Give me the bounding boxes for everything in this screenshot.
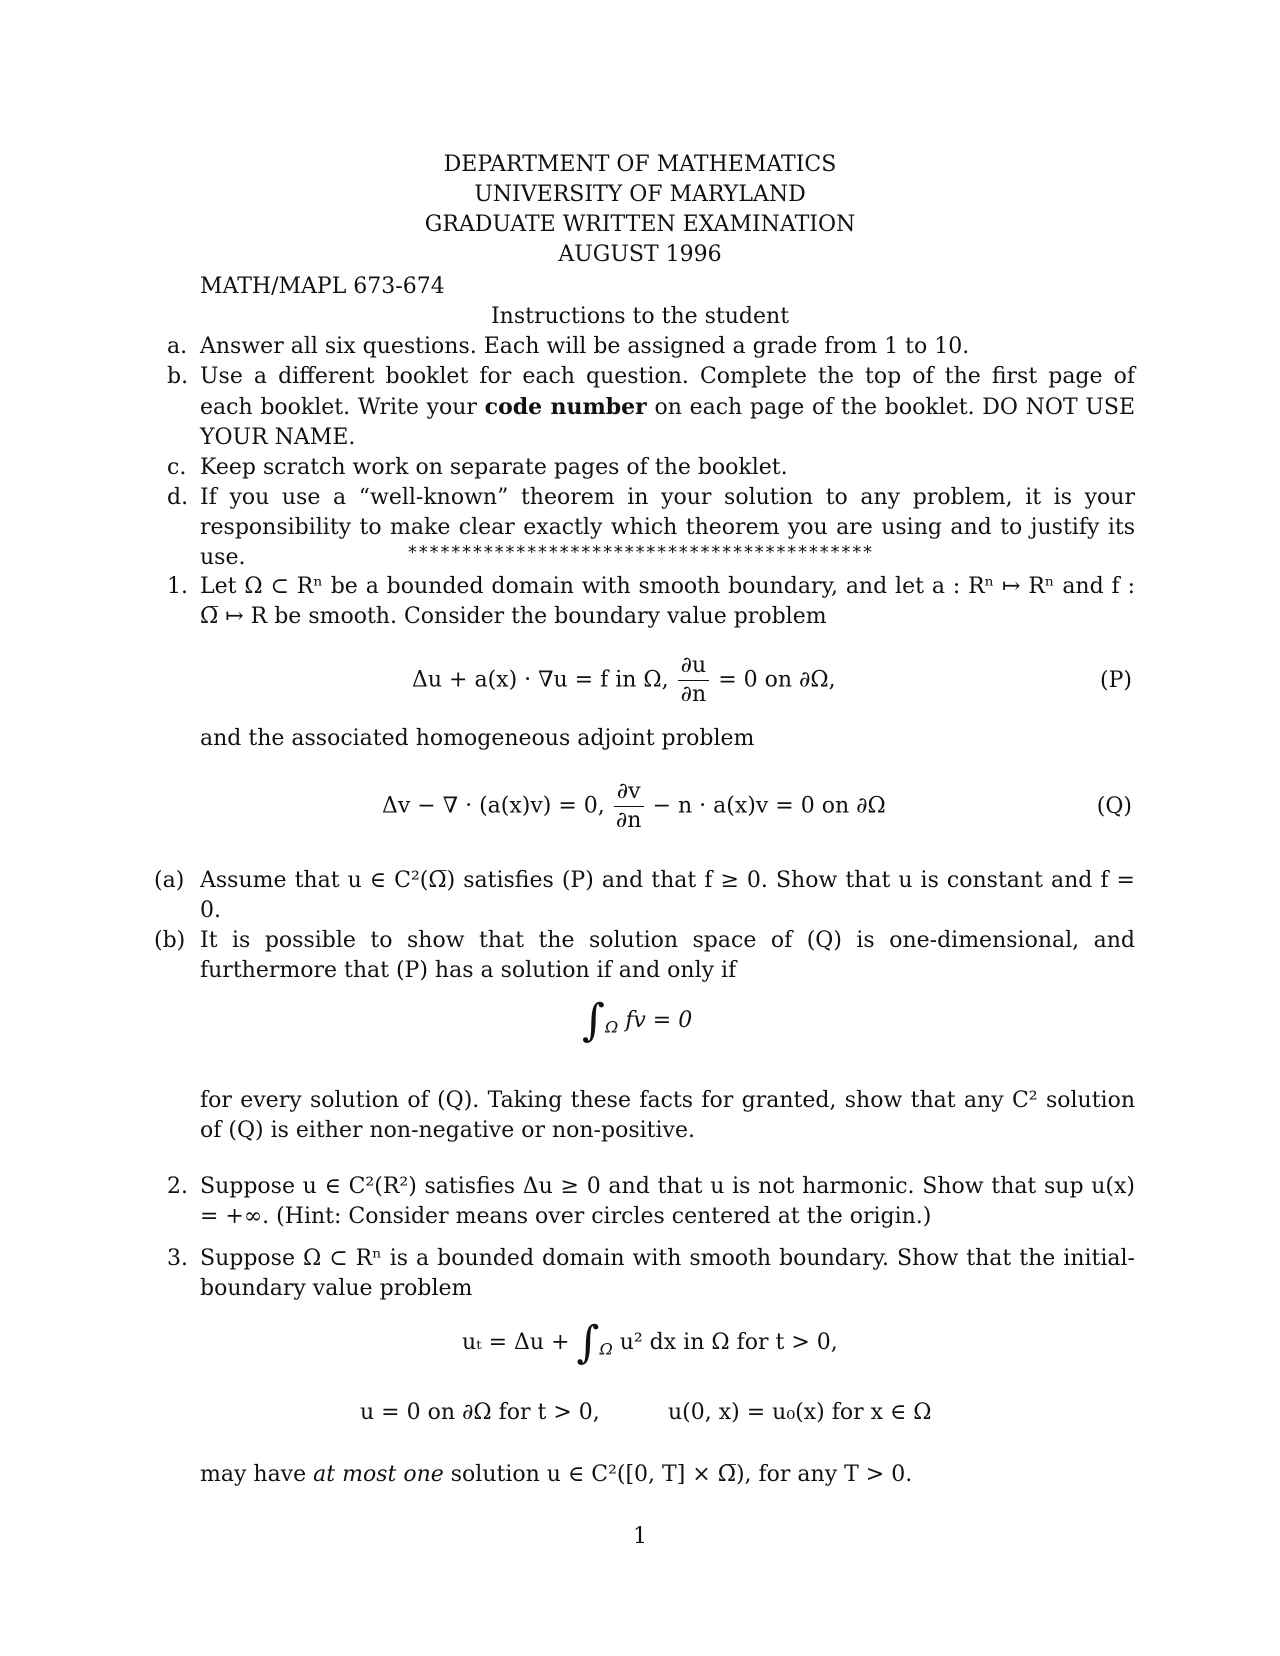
- part-text: It is possible to show that the solution space of (Q) is one-dimensional, and furthermore that (P) has a solution if and only if: [200, 928, 1135, 983]
- boundary-condition: u = 0 on ∂Ω for t > 0,: [360, 1400, 600, 1425]
- conclusion-text: may have: [200, 1462, 307, 1487]
- fraction-denominator: ∂n: [615, 808, 642, 833]
- part-label: (b): [154, 928, 186, 953]
- integral-sign: ∫: [576, 1317, 600, 1368]
- part-text: Assume that u ∈ C²(Ω̅) satisfies (P) and that f ≥ 0. Show that u is constant and f = 0.: [200, 868, 1135, 923]
- university-line: UNIVERSITY OF MARYLAND: [474, 182, 806, 207]
- equation-left: Δv − ∇ · (a(x)v) = 0,: [382, 793, 605, 819]
- boundary-conditions: [0, 1398, 1280, 1432]
- part-label: (a): [154, 868, 185, 893]
- pde-equation: [0, 1317, 1280, 1382]
- conclusion-text: solution u ∈ C²([0, T] × Ω̅), for any T > 0.: [450, 1462, 913, 1487]
- problem-1: [167, 572, 1135, 632]
- integral-condition: [0, 995, 1280, 1066]
- instruction-text: If you use a “well-known” theorem in your solution to any problem, it is your responsibility to make clear exactly which theorem you are using and to justify its use.: [200, 485, 1135, 570]
- equation-left: Δu + a(x) · ∇u = f in Ω,: [412, 667, 669, 693]
- instructions-title: Instructions to the student: [490, 304, 790, 329]
- department-line: DEPARTMENT OF MATHEMATICS: [443, 152, 837, 177]
- exam-date-line: AUGUST 1996: [558, 242, 722, 267]
- instruction-bold-text: code number: [484, 394, 647, 420]
- instruction-label: d.: [167, 485, 189, 510]
- instruction-text: Answer all six questions. Each will be assigned a grade from 1 to 10.: [200, 334, 970, 359]
- problem-1-part-a: [154, 866, 1135, 926]
- fraction: [678, 652, 710, 709]
- instruction-text: Keep scratch work on separate pages of the booklet.: [200, 455, 788, 480]
- separator-line: *******************************************: [407, 542, 873, 563]
- equation-right: u² dx in Ω for t > 0,: [619, 1330, 838, 1355]
- integral-domain: Ω: [604, 1017, 619, 1037]
- instruction-label: a.: [167, 334, 188, 359]
- integral-sign: ∫: [582, 995, 605, 1046]
- problem-number: 2.: [167, 1174, 188, 1199]
- fraction-numerator: ∂v: [614, 778, 644, 807]
- instruction-label: c.: [167, 455, 187, 480]
- equation-P: [0, 648, 1280, 712]
- equation-tag: (P): [1100, 668, 1132, 693]
- part-text: for every solution of (Q). Taking these facts for granted, show that any C² solution of (Q) is either non-negative or non-positive.: [200, 1088, 1135, 1143]
- problem-number: 3.: [167, 1246, 188, 1271]
- page-number: 1: [633, 1524, 647, 1549]
- initial-condition: u(0, x) = u₀(x) for x ∈ Ω: [668, 1400, 932, 1425]
- problem-1-between: [200, 724, 1135, 754]
- exam-title-line: GRADUATE WRITTEN EXAMINATION: [424, 212, 856, 237]
- fraction-denominator: ∂n: [680, 682, 707, 707]
- problem-2: [167, 1172, 1135, 1232]
- equation-right: − n · a(x)v = 0 on ∂Ω: [652, 793, 886, 819]
- problem-text: Suppose Ω ⊂ Rⁿ is a bounded domain with smooth boundary. Show that the initial-boundary value problem: [200, 1246, 1135, 1301]
- instruction-text: Use a different booklet for each question. Complete the top of the first page of each booklet. Write your: [200, 364, 1135, 420]
- exam-header: [0, 150, 1280, 270]
- instruction-item-b: [167, 362, 1136, 453]
- problem-number: 1.: [167, 574, 188, 599]
- fraction: [614, 778, 644, 835]
- integral-domain: Ω: [599, 1339, 613, 1359]
- instruction-item-a: [167, 332, 1135, 362]
- between-text: and the associated homogeneous adjoint problem: [200, 726, 755, 751]
- problem-text: Suppose u ∈ C²(R²) satisfies Δu ≥ 0 and that u is not harmonic. Show that sup u(x) = +∞. (Hint: Consider means over circles centered at the origin.): [200, 1174, 1135, 1229]
- problem-1-part-b-continued: [200, 1086, 1135, 1146]
- instruction-label: b.: [167, 364, 189, 389]
- problem-3-conclusion: [200, 1460, 1135, 1490]
- problem-intro: Let Ω ⊂ Rⁿ be a bounded domain with smooth boundary, and let a : Rⁿ ↦ Rⁿ and f : Ω̅ ↦ R be smooth. Consider the boundary value problem: [200, 574, 1135, 629]
- emphasis-text: at most one: [313, 1462, 444, 1487]
- problem-3: [167, 1244, 1135, 1304]
- integral-body: fv = 0: [625, 1008, 693, 1033]
- equation-tag: (Q): [1096, 794, 1132, 819]
- problem-1-part-b: [154, 926, 1135, 986]
- equation-Q: [0, 774, 1280, 838]
- equation-right: = 0 on ∂Ω,: [718, 667, 836, 693]
- equation-left: uₜ = Δu +: [462, 1330, 570, 1355]
- instruction-text: on each page of the booklet. DO NOT USE YOUR NAME.: [200, 395, 1136, 450]
- course-code: MATH/MAPL 673-674: [200, 274, 445, 299]
- fraction-numerator: ∂u: [678, 652, 710, 681]
- instructions-list: [167, 332, 1136, 573]
- instruction-item-c: [167, 453, 1135, 483]
